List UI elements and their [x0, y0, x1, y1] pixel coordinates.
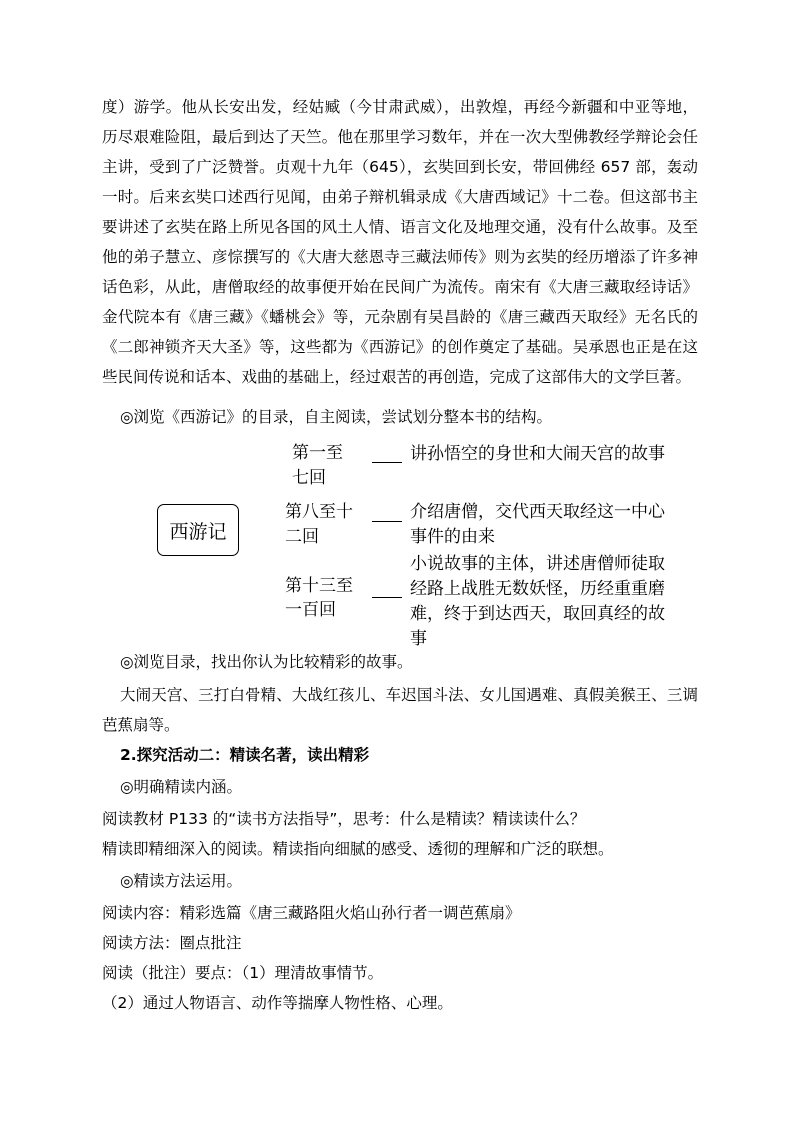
segment-2-description: 介绍唐僧，交代西天取经这一中心事件的由来	[410, 502, 665, 547]
segment-2-chapters-line1: 第八至十	[285, 502, 353, 522]
task-browse-structure: ◎浏览《西游记》的目录，自主阅读，尝试划分整本书的结构。	[120, 408, 553, 426]
book-title-box: 西游记	[157, 504, 239, 556]
segment-3-chapters-line2: 一百回	[285, 600, 336, 620]
task-define-close-reading: ◎明确精读内涵。	[120, 778, 243, 796]
task-apply-method: ◎精读方法运用。	[120, 872, 243, 890]
segment-2-chapters-line2: 二回	[285, 527, 319, 547]
segment-2-connector	[372, 521, 402, 522]
close-reading-definition: 精读即精细深入的阅读。精读指向细腻的感受、透彻的理解和广泛的联想。	[102, 840, 614, 858]
task-find-stories: ◎浏览目录，找出你认为比较精彩的故事。	[120, 653, 413, 671]
reading-method: 阅读方法：圈点批注	[102, 934, 242, 952]
segment-1-chapters-line2: 七回	[292, 468, 326, 488]
intro-paragraph: 度）游学。他从长安出发，经姑臧（今甘肃武威），出敦煌，再经今新疆和中亚等地，历尽艰难险阻，最后到达了天竺。他在那里学习数年，并在一次大型佛教经学辩论会任主讲，受到了广泛赞誉。贞观十九年（645），玄奘回到长安，带回佛经 657 部，轰动一时。后来玄奘口述西行见闻，由弟子辩机辑录成《大唐西域记》十二卷。但这部书主要讲述了玄奘在路上所见各国的风土人情、语言文化及地理交通，没有什么故事。及至他的弟子慧立、彦悰撰写的《大唐大慈恩寺三藏法师传》则为玄奘的经历增添了许多神话色彩，从此，唐僧取经的故事便开始在民间广为流传。南宋有《大唐三藏取经诗话》金代院本有《唐三藏》《蟠桃会》等，元杂剧有吴昌龄的《唐三藏西天取经》无名氏的《二郎神锁齐天大圣》等，这些都为《西游记》的创作奠定了基础。吴承恩也正是在这些民间传说和话本、戏曲的基础上，经过艰苦的再创造，完成了这部伟大的文学巨著。	[102, 98, 698, 386]
segment-3-connector	[372, 597, 402, 598]
segment-1-chapters-line1: 第一至	[292, 443, 343, 463]
segment-3-chapters-line1: 第十三至	[285, 576, 353, 596]
segment-3-description: 小说故事的主体，讲述唐僧师徒取经路上战胜无数妖怪，历经重重磨难，终于到达西天，取回真经的故事	[410, 554, 665, 649]
segment-1-description: 讲孙悟空的身世和大闹天宫的故事	[410, 444, 665, 464]
stories-answer: 大闹天宫、三打白骨精、大战红孩儿、车迟国斗法、女儿国遇难、真假美猴王、三调芭蕉扇等。	[102, 686, 698, 734]
key-points-2: （2）通过人物语言、动作等揣摩人物性格、心理。	[102, 994, 453, 1012]
reading-content: 阅读内容：精彩选篇《唐三藏路阻火焰山孙行者一调芭蕉扇》	[102, 904, 521, 922]
key-points-1: 阅读（批注）要点：（1）理清故事情节。	[102, 964, 384, 982]
segment-1-connector	[372, 462, 402, 463]
activity2-heading: 2.探究活动二：精读名著，读出精彩	[120, 746, 370, 764]
reading-prompt: 阅读教材 P133 的“读书方法指导”，思考：什么是精读？精读读什么？	[102, 810, 586, 828]
